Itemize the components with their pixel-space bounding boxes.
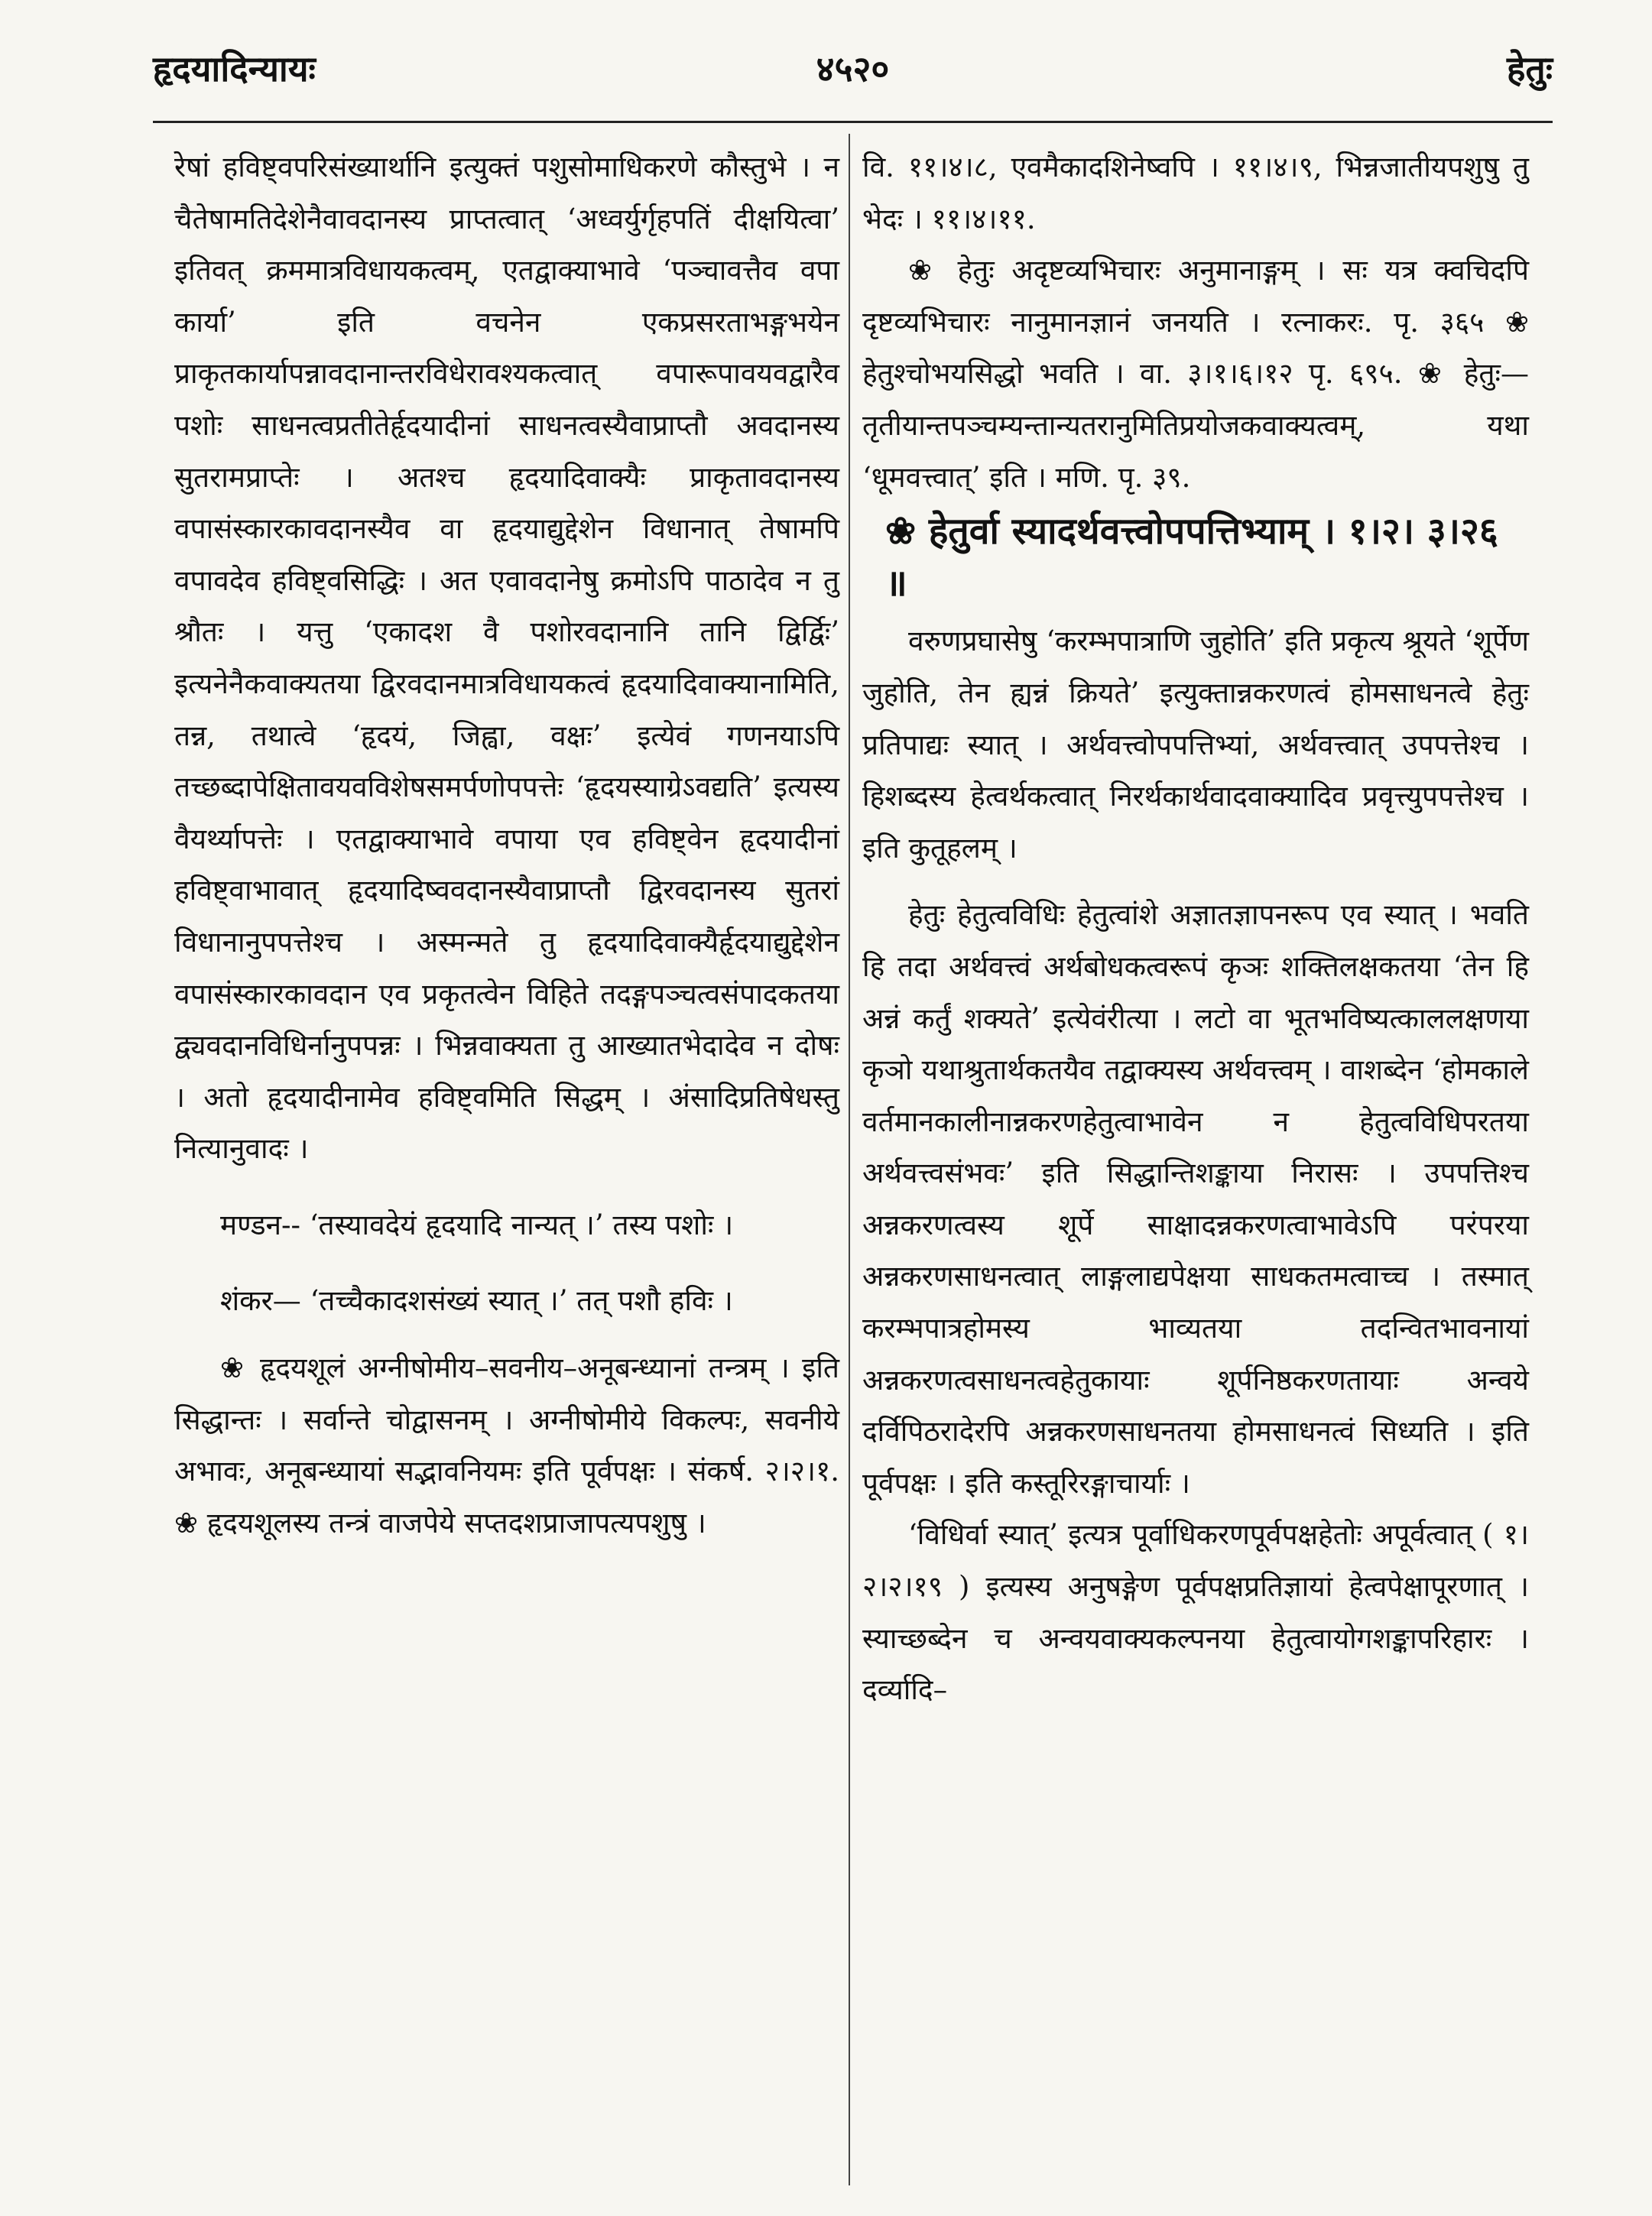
- right-paragraph-4: हेतुः हेतुत्वविधिः हेतुत्वांशे अज्ञातज्ञापनरूप एव स्यात् । भवति हि तदा अर्थवत्त्वं अर्थबोधकत्वरूपं कृञः शक्तिलक्षकतया ‘तेन हि अन्नं कर्तुं शक्यते’ इत्येवंरीत्या । लटो वा भूतभविष्यत्काललक्षणया कृञो यथाश्रुतार्थकतयैव तद्वाक्यस्य अर्थवत्त्वम् । वाशब्देन ‘होमकाले वर्तमानकालीनान्नकरणहेतुत्वाभावेन न हेतुत्वविधिपरतया अर्थवत्त्वसंभवः’ इति सिद्धान्तिशङ्काया निरासः । उपपत्तिश्च अन्नकरणत्वस्य शूर्पे साक्षादन्नकरणत्वाभावेऽपि परंपरया अन्नकरणसाधनत्वात् लाङ्गलाद्यपेक्षया साधकतमत्वाच्च । तस्मात् करम्भपात्रहोमस्य भाव्यतया तदन्वितभावनायां अन्नकरणत्वसाधनत्वहेतुकायाः शूर्पनिष्ठकरणतायाः अन्वये दर्विपिठरादेरपि अन्नकरणसाधनतया होमसाधनत्वं सिध्यति । इति पूर्वपक्षः । इति कस्तूरिरङ्गाचार्याः ।: [862, 898, 1529, 1500]
- sutra-heading: ❀ हेतुर्वा स्यादर्थवत्त्वोपपत्तिभ्याम् । १।२। ३।२६ ॥: [885, 510, 1498, 605]
- page-number: ४५२०: [816, 48, 890, 89]
- header-left-title: हृदयादिन्यायः: [153, 48, 316, 89]
- right-paragraph-5: ‘विधिर्वा स्यात्’ इत्यत्र पूर्वाधिकरणपूर्वपक्षहेतोः अपूर्वत्वात् ( १।२।२।१९ ) इत्यस्य अनुषङ्गेण पूर्वपक्षप्रतिज्ञायां हेत्वपेक्षापूरणात् । स्याच्छब्देन च अन्वयवाक्यकल्पनया हेतुत्वायोगशङ्कापरिहारः । दर्व्यादि–: [862, 1518, 1529, 1707]
- left-paragraph-shankara: शंकर— ‘तच्चैकादशसंख्यं स्यात् ।’ तत् पशौ हविः ।: [220, 1284, 733, 1318]
- right-paragraph-2: ❀ हेतुः अदृष्टव्यभिचारः अनुमानाङ्गम् । सः यत्र क्वचिदपि दृष्टव्यभिचारः नानुमानज्ञानं जनयति । रत्नाकरः. पृ. ३६५ ❀ हेतुश्चोभयसिद्धो भवति । वा. ३।१।६।१२ पृ. ६९५. ❀ हेतुः— तृतीयान्तपञ्चम्यन्तान्यतरानुमितिप्रयोजकवाक्यत्वम्, यथा ‘धूमवत्त्वात्’ इति । मणि. पृ. ३९.: [862, 254, 1529, 494]
- page-header: [153, 44, 1553, 113]
- right-column: [862, 141, 1529, 1716]
- right-paragraph-3: वरुणप्रघासेषु ‘करम्भपात्राणि जुहोति’ इति प्रकृत्य श्रूयते ‘शूर्पेण जुहोति, तेन ह्यन्नं क्रियते’ इत्युक्तान्नकरणत्वं होमसाधनत्वे हेतुः प्रतिपाद्यः स्यात् । अर्थवत्त्वोपपत्तिभ्यां, अर्थवत्त्वात् उपपत्तेश्च । हिशब्दस्य हेत्वर्थकत्वात् निरर्थकार्थवादवाक्यादिव प्रवृत्त्युपपत्तेश्च । इति कुतूहलम् ।: [862, 625, 1529, 865]
- left-paragraph-hridayashula: ❀ हृदयशूलं अग्नीषोमीय–सवनीय–अनूबन्ध्यानां तन्त्रम् । इति सिद्धान्तः । सर्वान्ते चोद्वासनम् । अग्नीषोमीये विकल्पः, सवनीये अभावः, अनूबन्ध्यायां सद्भावनियमः इति पूर्वपक्षः । संकर्ष. २।२।१. ❀ हृदयशूलस्य तन्त्रं वाजपेये सप्तदशप्राजापत्यपशुषु ।: [174, 1351, 839, 1540]
- right-paragraph-1: वि. ११।४।८, एवमैकादशिनेष्वपि । ११।४।९, भिन्नजातीयपशुषु तु भेदः । ११।४।११.: [862, 151, 1529, 235]
- column-divider: [849, 134, 850, 2185]
- header-right-title: हेतुः: [1507, 48, 1553, 89]
- left-paragraph-1: रेषां हविष्ट्वपरिसंख्यार्थानि इत्युक्तं पशुसोमाधिकरणे कौस्तुभे । न चैतेषामतिदेशेनैवावदानस्य प्राप्तत्वात् ‘अध्वर्युर्गृहपतिं दीक्षयित्वा’ इतिवत् क्रममात्रविधायकत्वम्, एतद्वाक्याभावे ‘पञ्चावत्तैव वपा कार्या’ इति वचनेन एकप्रसरताभङ्गभयेन प्राकृतकार्यापन्नावदानान्तरविधेरावश्यकत्वात् वपारूपावयवद्वारैव पशोः साधनत्वप्रतीतेर्हृदयादीनां साधनत्वस्यैवाप्राप्तौ अवदानस्य सुतरामप्राप्तेः । अतश्च हृदयादिवाक्यैः प्राकृतावदानस्य वपासंस्कारकावदानस्यैव वा हृदयाद्युद्देशेन विधानात् तेषामपि वपावदेव हविष्ट्वसिद्धिः । अत एवावदानेषु क्रमोऽपि पाठादेव न तु श्रौतः । यत्तु ‘एकादश वै पशोरवदानानि तानि द्विर्द्विः’ इत्यनेनैकवाक्यतया द्विरवदानमात्रविधायकत्वं हृदयादिवाक्यानामिति, तन्न, तथात्वे ‘हृदयं, जिह्वा, वक्षः’ इत्येवं गणनयाऽपि तच्छब्दापेक्षितावयवविशेषसमर्पणोपपत्तेः ‘हृदयस्याग्रेऽवद्यति’ इत्यस्य वैयर्थ्यापत्तेः । एतद्वाक्याभावे वपाया एव हविष्ट्वेन हृदयादीनां हविष्ट्वाभावात् हृदयादिष्ववदानस्यैवाप्राप्तौ द्विरवदानस्य सुतरां विधानानुपपत्तेश्च । अस्मन्मते तु हृदयादिवाक्यैर्हृदयाद्युद्देशेन वपासंस्कारकावदान एव प्रकृतत्वेन विहिते तदङ्गपञ्चत्वसंपादकतया द्व्यवदानविधिर्नानुपपन्नः । भिन्नवाक्यता तु आख्यातभेदादेव न दोषः । अतो हृदयादीनामेव हविष्ट्वमिति सिद्धम् । अंसादिप्रतिषेधस्तु नित्यानुवादः ।: [174, 151, 839, 1166]
- left-paragraph-mandana: मण्डन-- ‘तस्यावदेयं हृदयादि नान्यत् ।’ तस्य पशोः ।: [220, 1208, 734, 1241]
- header-rule: [153, 121, 1553, 123]
- left-column: [174, 141, 839, 1549]
